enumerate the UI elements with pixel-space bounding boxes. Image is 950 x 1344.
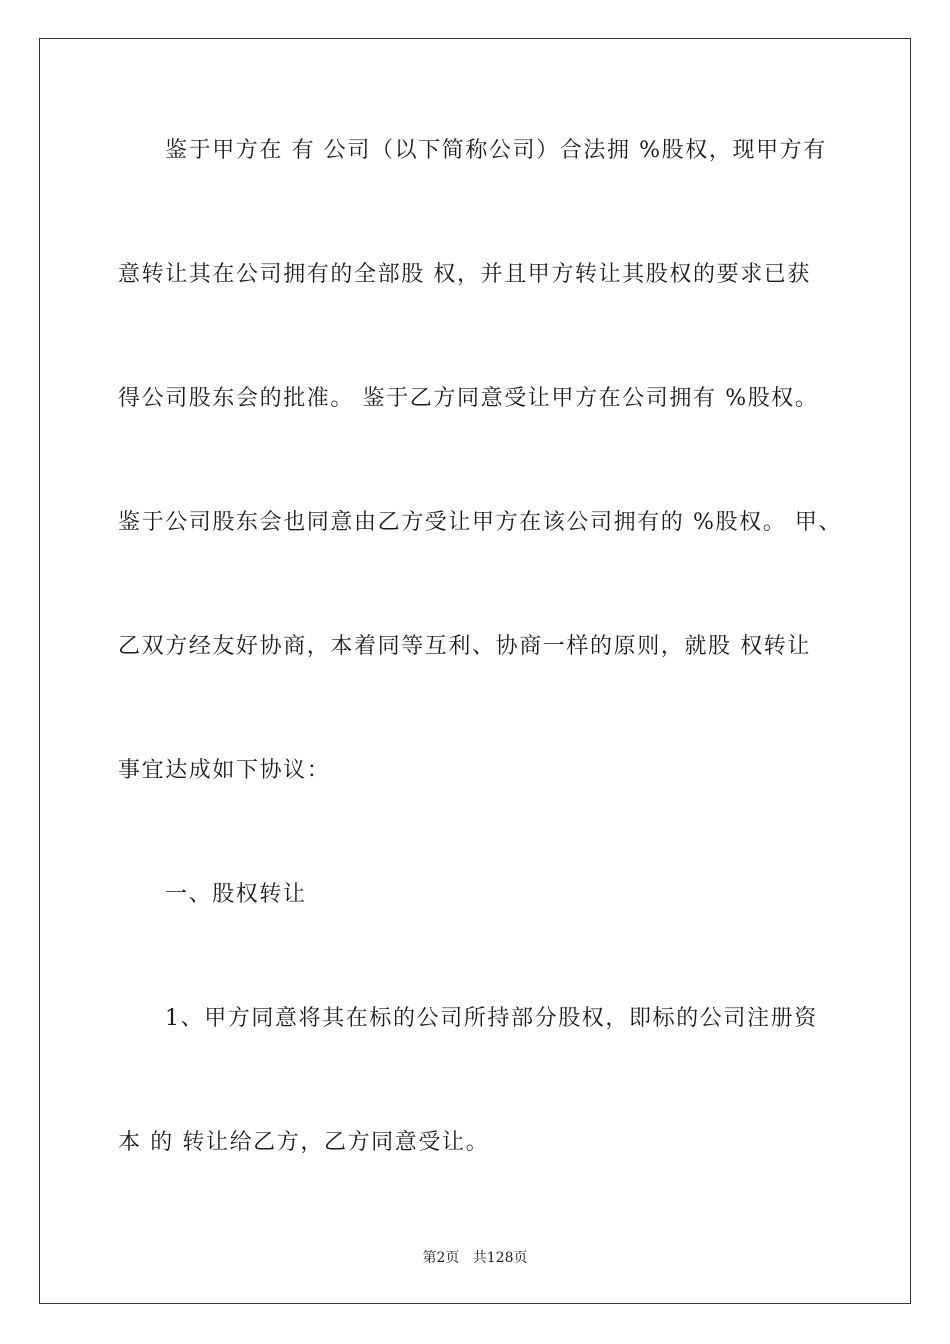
paragraph-line-5: 乙双方经友好协商，本着同等互利、协商一样的原则，就股 权转让	[118, 634, 811, 659]
section-heading: 一、股权转让	[165, 882, 307, 907]
clause-line-2: 本 的 转让给乙方，乙方同意受让。	[118, 1130, 490, 1155]
paragraph-line-2: 意转让其在公司拥有的全部股 权，并且甲方转让其股权的要求已获	[118, 262, 811, 287]
paragraph-line-3: 得公司股东会的批准。 鉴于乙方同意受让甲方在公司拥有 %股权。	[118, 386, 819, 411]
paragraph-line-6: 事宜达成如下协议：	[118, 758, 331, 783]
paragraph-line-4: 鉴于公司股东会也同意由乙方受让甲方在该公司拥有的 %股权。 甲、	[118, 510, 843, 535]
paragraph-line-1: 鉴于甲方在 有 公司（以下简称公司）合法拥 %股权，现甲方有	[165, 138, 827, 163]
page-number-footer: 第2页 共128页	[422, 1250, 528, 1266]
clause-line-1: 1、甲方同意将其在标的公司所持部分股权，即标的公司注册资	[165, 1006, 818, 1031]
page-border	[39, 38, 911, 1304]
